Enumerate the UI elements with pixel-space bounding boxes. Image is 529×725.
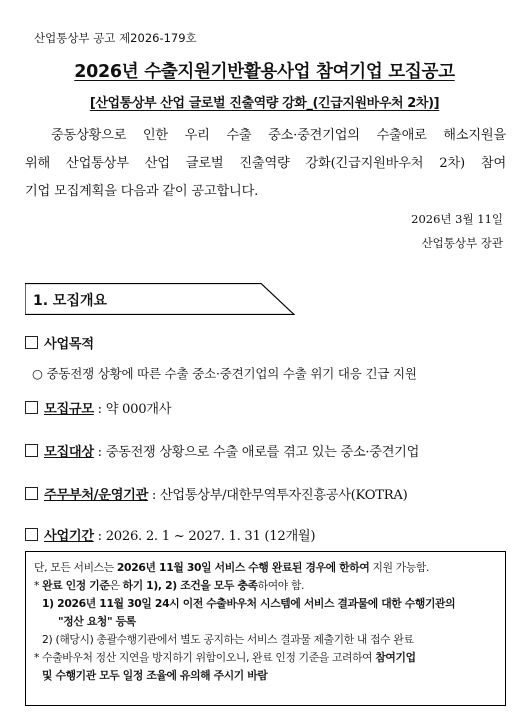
notice-text: 지원 가능함. <box>369 561 430 574</box>
notice-line-7 <box>42 668 267 683</box>
notice-emphasis: 및 수행기관 모두 일정 조율에 유의해 주시기 바람 <box>42 669 268 682</box>
checkbox-square-icon <box>25 336 38 349</box>
target-item <box>25 441 419 460</box>
notice-emphasis: 완료 인정 기준 <box>42 579 110 592</box>
scale-value: : 약 000개사 <box>93 402 172 417</box>
notice-text: * 수출바우처 정산 지연을 방지하기 위함이오니, 완료 인정 기준을 고려하여 <box>34 651 376 664</box>
target-label: 모집대상 <box>44 445 94 460</box>
notice-line-2 <box>34 578 304 593</box>
page-subtitle: [산업통상부 산업 글로벌 진출역량 강화_(긴급지원바우처 2차)] <box>89 96 440 111</box>
scale-label: 모집규모 <box>44 402 94 417</box>
notice-line-4 <box>58 614 136 629</box>
notice-text: * <box>34 579 43 592</box>
notice-line-6 <box>34 650 416 665</box>
notice-emphasis: "정산 요청" 등록 <box>58 615 136 628</box>
scale-item <box>25 398 171 417</box>
notice-text: 하여야 함. <box>257 579 305 592</box>
purpose-detail: ○ 중동전쟁 상황에 따른 수출 중소·중견기업의 수출 위기 대응 긴급 지원 <box>32 366 417 381</box>
notice-line-3 <box>42 596 455 611</box>
purpose-label: 사업목적 <box>44 337 94 352</box>
intro-line: 위해 산업통상부 산업 글로벌 진출역량 강화(긴급지원바우처 2차) 참여 <box>25 156 506 171</box>
document-number: 산업통상부 공고 제2026-179호 <box>34 31 197 45</box>
notice-emphasis: 참여기업 <box>375 651 416 664</box>
notice-emphasis: 2026년 11월 30일 서비스 수행 완료된 경우에 한하여 <box>116 561 370 574</box>
notice-emphasis: 1) 2026년 11월 30일 24시 이전 수출바우처 시스템에 서비스 결과물에 대한 수행기관의 <box>42 597 456 610</box>
issuer: 산업통상부 장관 <box>421 236 503 250</box>
notice-emphasis: 하기 1), 2) 조건을 모두 충족 <box>122 579 258 592</box>
checkbox-square-icon <box>25 528 38 541</box>
org-label: 주무부처/운영기관 <box>44 488 149 503</box>
intro-line: 중동상황으로 인한 우리 수출 중소·중견기업의 수출애로 해소지원을 <box>51 128 506 143</box>
notice-text: 단, 모든 서비스는 <box>34 561 117 574</box>
org-value: : 산업통상부/대한무역투자진흥공사(KOTRA) <box>148 488 408 503</box>
page-title: 2026년 수출지원기반활용사업 참여기업 모집공고 <box>74 62 455 82</box>
intro-line: 기업 모집계획을 다음과 같이 공고합니다. <box>25 184 259 199</box>
period-value: : 2026. 2. 1 ~ 2027. 1. 31 (12개월) <box>93 529 316 544</box>
notice-text: 은 <box>109 579 123 592</box>
notice-text: 2) (해당시) 총괄수행기관에서 별도 공지하는 서비스 결과물 제출기한 내 접수 완료 <box>42 633 414 646</box>
checkbox-square-icon <box>25 401 38 414</box>
section-title: 1. 모집개요 <box>33 293 108 309</box>
org-item <box>25 484 407 503</box>
notice-line-1 <box>34 560 429 575</box>
checkbox-square-icon <box>25 487 38 500</box>
period-label: 사업기간 <box>44 529 94 544</box>
announcement-date: 2026년 3월 11일 <box>411 212 503 226</box>
intro-paragraph <box>25 122 506 206</box>
notice-line-5 <box>42 632 413 647</box>
target-value: : 중동전쟁 상황으로 수출 애로를 겪고 있는 중소·중견기업 <box>93 445 420 460</box>
purpose-item <box>25 333 94 352</box>
checkbox-square-icon <box>25 444 38 457</box>
period-item <box>25 525 315 544</box>
